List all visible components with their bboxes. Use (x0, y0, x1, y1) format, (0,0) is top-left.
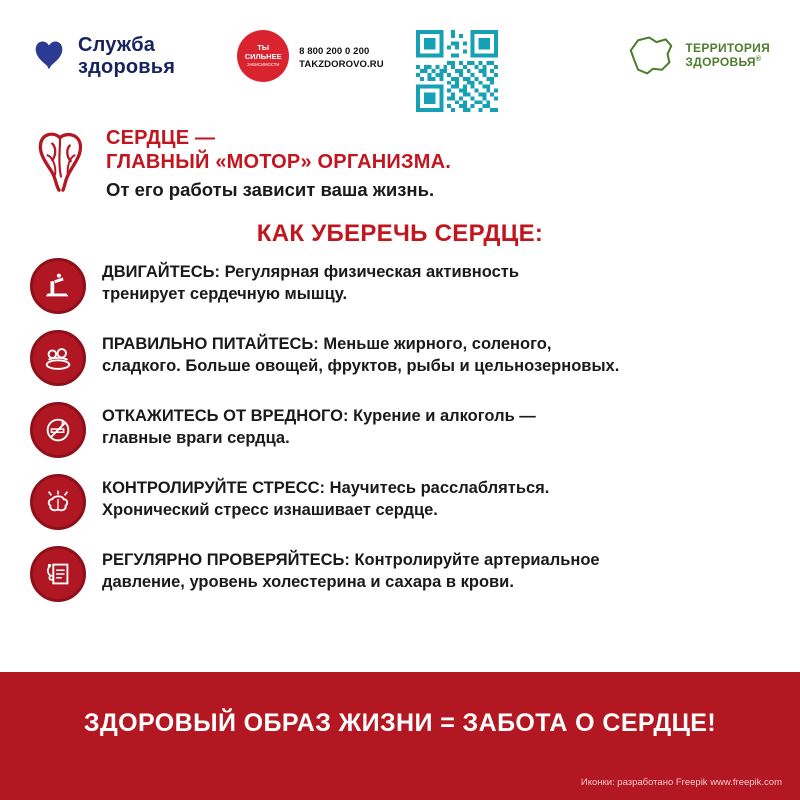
tip-lead: РЕГУЛЯРНО ПРОВЕРЯЙТЕСЬ: (102, 550, 350, 569)
hero-block (0, 118, 800, 202)
list-item (30, 330, 774, 386)
list-item (30, 402, 774, 458)
hero-line-1: СЕРДЦЕ — (106, 127, 216, 149)
tips-list (0, 258, 800, 602)
hero-line-3: От его работы зависит ваша жизнь. (106, 178, 435, 200)
tip-rest: Контролируйте артериальное (349, 550, 600, 569)
footer-slogan: ЗДОРОВЫЙ ОБРАЗ ЖИЗНИ = ЗАБОТА О СЕРДЦЕ! (83, 708, 717, 737)
territory-logo (625, 32, 770, 78)
region-map-icon (625, 32, 677, 78)
tip-lead: ДВИГАЙТЕСЬ: (102, 262, 220, 281)
territory-line-1: ТЕРРИТОРИЯ (685, 40, 770, 55)
section-title: КАК УБЕРЕЧЬ СЕРДЦЕ: (256, 219, 544, 247)
tip-lead: КОНТРОЛИРУЙТЕ СТРЕСС: (102, 478, 326, 497)
tip-text (102, 258, 519, 306)
ty-silnee-badge (237, 30, 289, 82)
territory-line-2: ЗДОРОВЬЯ® (685, 55, 762, 69)
tip-line-2: Хронический стресс изнашивает сердце. (102, 500, 438, 519)
brand-line-2: здоровья (78, 56, 176, 79)
tip-lead: ОТКАЖИТЕСЬ ОТ ВРЕДНОГО: (102, 406, 349, 425)
tip-line-1 (102, 334, 619, 356)
hero-line-2: ГЛАВНЫЙ «МОТОР» ОРГАНИЗМА. (106, 151, 451, 174)
tip-line-2: сладкого. Больше овощей, фруктов, рыбы и цельнозерновых. (102, 356, 620, 375)
tip-line-2: главные враги сердца. (102, 428, 290, 447)
tip-lead: ПРАВИЛЬНО ПИТАЙТЕСЬ: (102, 334, 319, 353)
tip-line-2: тренирует сердечную мышцу. (102, 284, 348, 303)
tip-line-2: давление, уровень холестерина и сахара в крови. (102, 572, 514, 591)
list-item (30, 546, 774, 602)
treadmill-icon (30, 258, 86, 314)
badge-line-2: СИЛЬНЕЕ (244, 51, 282, 61)
healthy-food-icon (30, 330, 86, 386)
campaign-block (237, 30, 498, 112)
brand-line-1: Служба (78, 34, 156, 56)
tip-line-1 (102, 478, 549, 500)
hero-text (106, 126, 451, 202)
heart-icon (30, 130, 92, 194)
tip-text (102, 330, 619, 378)
tip-rest: Научитесь расслабляться. (325, 478, 550, 497)
hotline-phone: 8 800 200 0 200 (299, 46, 370, 57)
contact-block (299, 46, 384, 70)
footer-banner (0, 672, 800, 800)
brand-text (78, 34, 175, 79)
no-smoking-alcohol-icon (30, 402, 86, 458)
heart-shield-icon (30, 37, 68, 75)
qr-code-icon[interactable] (416, 30, 498, 112)
tip-line-1 (102, 406, 536, 428)
poster-header (0, 0, 800, 118)
tip-line-1 (102, 550, 600, 572)
list-item (30, 258, 774, 314)
list-item (30, 474, 774, 530)
brain-stress-icon (30, 474, 86, 530)
territory-text (685, 41, 770, 70)
tip-text (102, 546, 600, 594)
badge-small-text: ЗАВИСИМОСТИ (246, 61, 280, 67)
tip-line-1 (102, 262, 519, 284)
badge-line-1: ТЫ (257, 43, 270, 53)
tip-text (102, 402, 536, 450)
tip-rest: Курение и алкоголь — (348, 406, 536, 425)
tip-text (102, 474, 549, 522)
website-url: TAKZDOROVO.RU (299, 59, 384, 70)
tip-rest: Регулярная физическая активность (219, 262, 520, 281)
brand-logo (30, 34, 175, 79)
tip-rest: Меньше жирного, соленого, (318, 334, 552, 353)
medical-checkup-icon (30, 546, 86, 602)
registered-mark: ® (755, 56, 762, 63)
credit-text: Иконки: разработано Freepik www.freepik.com (580, 777, 782, 788)
